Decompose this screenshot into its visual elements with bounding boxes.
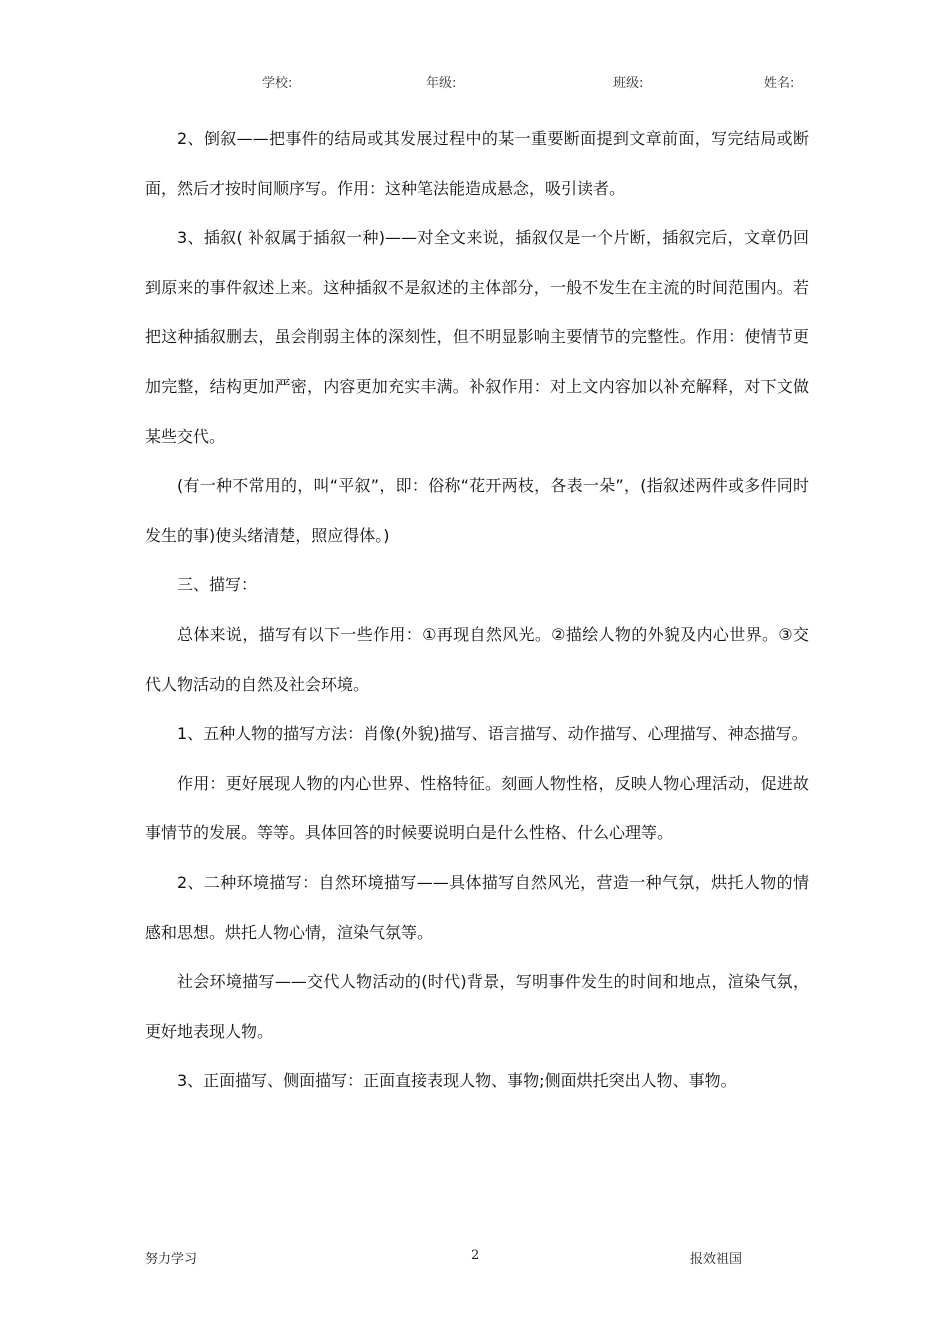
paragraph-character-methods: 1、五种人物的描写方法：肖像(外貌)描写、语言描写、动作描写、心理描写、神态描写。	[177, 724, 808, 744]
footer-right-text: 报效祖国	[690, 1252, 743, 1267]
footer-left-text: 努力学习	[145, 1252, 198, 1267]
page-header	[0, 72, 950, 94]
school-label: 学校:	[262, 76, 293, 91]
paragraph-environment-natural: 2、二种环境描写：自然环境描写——具体描写自然风光，营造一种气氛，烘托人物的情感和思想。烘托人物心情，渲染气氛等。	[145, 872, 809, 942]
section-heading-description: 三、描写：	[177, 575, 258, 595]
paragraph-parallel-narration: (有一种不常用的，叫“平叙”，即：俗称“花开两枝，各表一朵”，(指叙述两件或多件同时发生的事)使头绪清楚，照应得体。)	[145, 476, 809, 545]
paragraph-character-effect: 作用：更好展现人物的内心世界、性格特征。刻画人物性格，反映人物心理活动，促进故事情节的发展。等等。具体回答的时候要说明白是什么性格、什么心理等。	[145, 773, 809, 843]
page-footer	[0, 1248, 950, 1268]
page-number: 2	[471, 1248, 480, 1263]
paragraph-interpolation: 3、插叙( 补叙属于插叙一种)——对全文来说，插叙仅是一个片断，插叙完后，文章仍回到原来的事件叙述上来。这种插叙不是叙述的主体部分，一般不发生在主流的时间范围内。若把这种插叙删去，虽会削弱主体的深刻性，但不明显影响主要情节的完整性。作用：使情节更加完整，结构更加严密，内容更加充实丰满。补叙作用：对上文内容加以补充解释，对下文做某些交代。	[145, 228, 809, 446]
paragraph-description-overview: 总体来说，描写有以下一些作用：①再现自然风光。②描绘人物的外貌及内心世界。③交代人物活动的自然及社会环境。	[145, 624, 809, 694]
class-label: 班级:	[613, 76, 644, 91]
paragraph-direct-indirect: 3、正面描写、侧面描写：正面直接表现人物、事物;侧面烘托突出人物、事物。	[177, 1071, 737, 1091]
paragraph-environment-social: 社会环境描写——交代人物活动的(时代)背景，写明事件发生的时间和地点，渲染气氛，更好地表现人物。	[145, 972, 809, 1041]
name-label: 姓名:	[764, 76, 795, 91]
paragraph-flashback: 2、倒叙——把事件的结局或其发展过程中的某一重要断面提到文章前面，写完结局或断面，然后才按时间顺序写。作用：这种笔法能造成悬念，吸引读者。	[145, 129, 809, 198]
grade-label: 年级:	[426, 76, 457, 91]
document-body	[145, 114, 809, 1106]
